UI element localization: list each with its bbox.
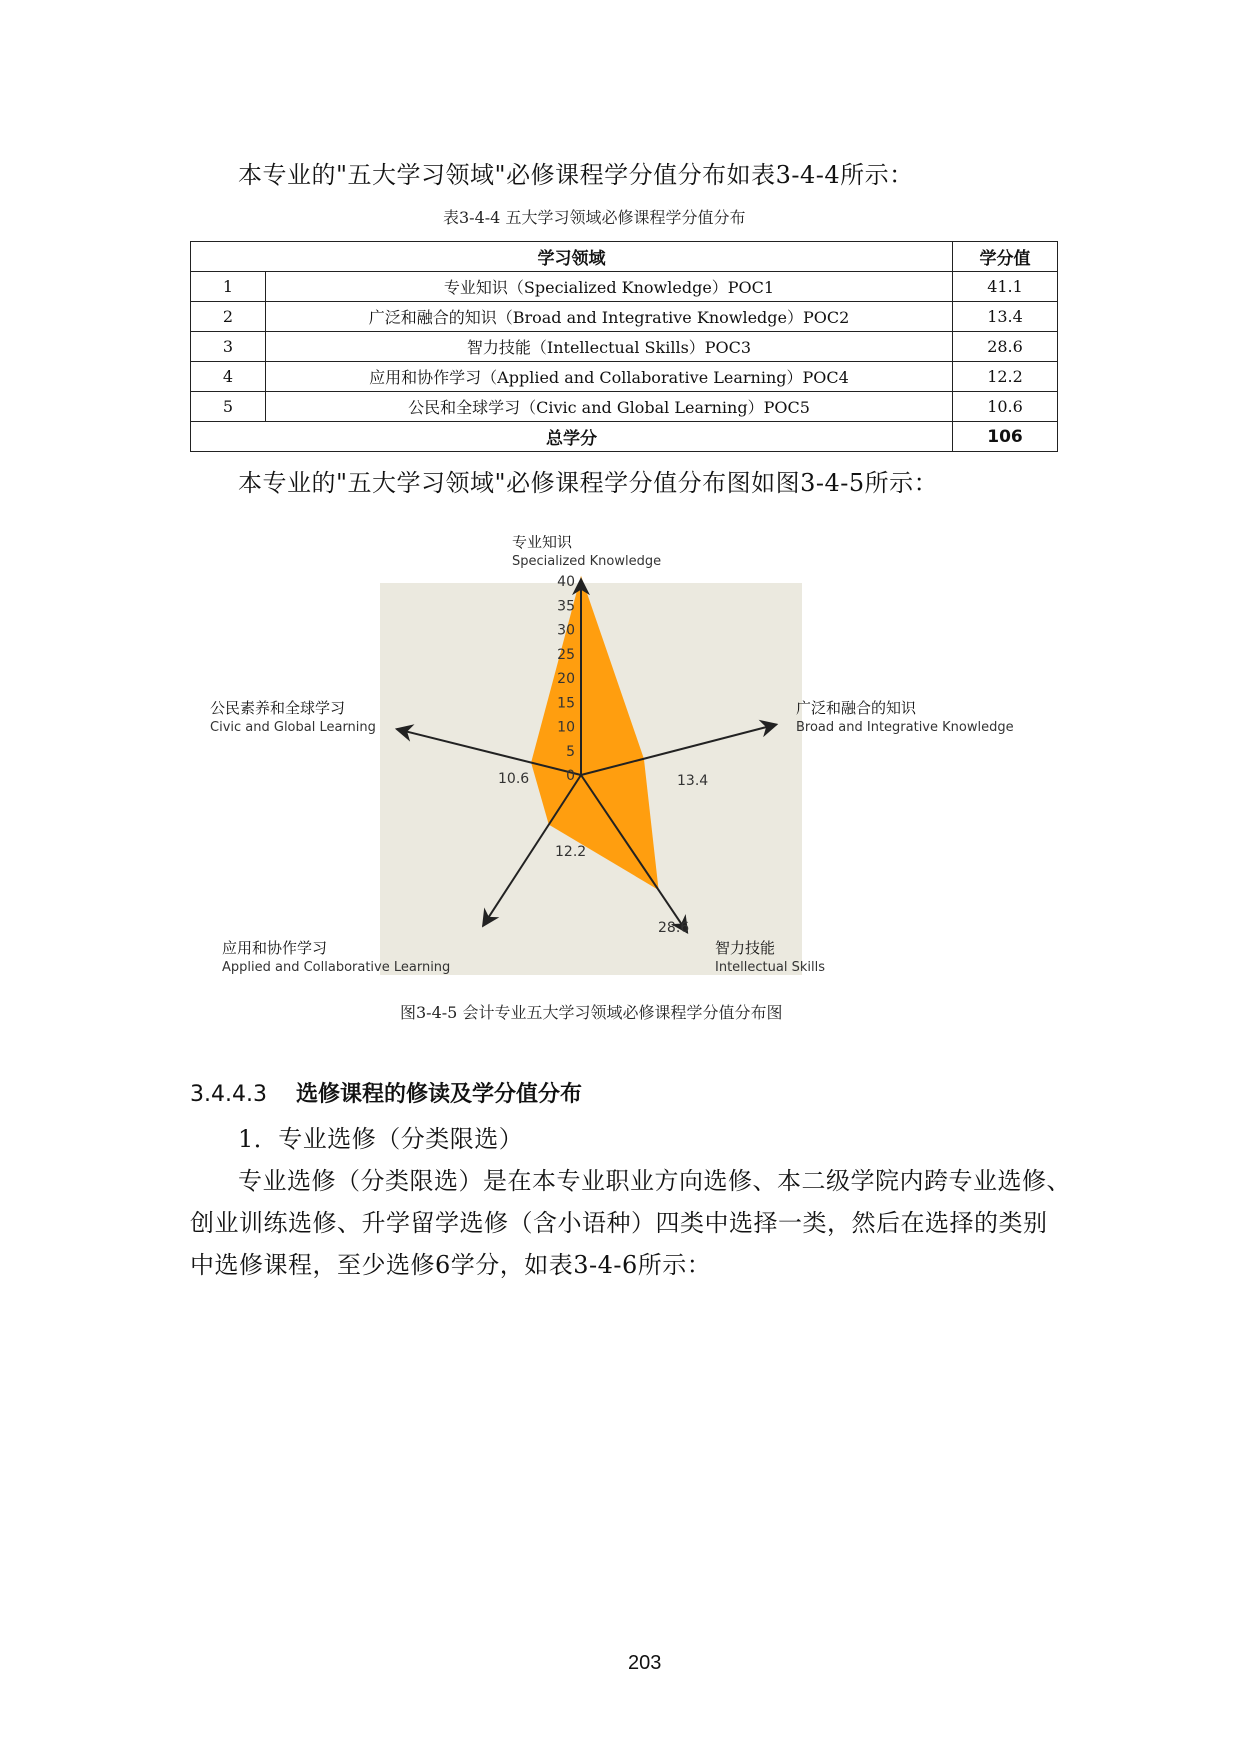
axis-title-zh: 智力技能 (715, 939, 776, 957)
axis-tick-label: 25 (557, 646, 575, 663)
axis-title-zh: 广泛和融合的知识 (796, 699, 917, 717)
body-line: 创业训练选修、升学留学选修（含小语种）四类中选择一类，然后在选择的类别 (190, 1209, 1048, 1237)
row-domain: 专业知识（Specialized Knowledge）POC1 (266, 272, 953, 302)
row-credit: 13.4 (953, 302, 1058, 332)
total-value: 106 (953, 422, 1058, 452)
row-number: 3 (191, 332, 266, 362)
row-number: 4 (191, 362, 266, 392)
axis-title-zh: 应用和协作学习 (222, 939, 328, 957)
table-row (191, 302, 1058, 332)
axis-title-zh: 专业知识 (512, 535, 573, 551)
axis-tick-label: 5 (566, 743, 575, 760)
radar-chart (190, 535, 1050, 980)
row-credit: 12.2 (953, 362, 1058, 392)
axis-tick-label: 15 (557, 695, 575, 712)
figure-caption: 图3-4-5 会计专业五大学习领域必修课程学分值分布图 (400, 1003, 783, 1022)
intro-table-paragraph: 本专业的"五大学习领域"必修课程学分值分布如表3-4-4所示： (238, 161, 914, 189)
credits-table (190, 241, 1058, 452)
subsection-heading: 1．专业选修（分类限选） (238, 1125, 524, 1153)
axis-tick-label: 20 (557, 671, 575, 687)
table-row (191, 392, 1058, 422)
section-heading (190, 1077, 582, 1108)
data-value-label: 12.2 (555, 844, 587, 860)
data-value-label: 10.6 (498, 771, 530, 787)
header-credit: 学分值 (953, 242, 1058, 272)
axis-title-zh: 公民素养和全球学习 (210, 699, 346, 717)
section-number: 3.4.4.3 (190, 1082, 267, 1107)
axis-tick-label: 35 (557, 598, 575, 615)
axis-title-en: Civic and Global Learning (210, 720, 376, 735)
table-caption: 表3-4-4 五大学习领域必修课程学分值分布 (443, 208, 746, 227)
axis-tick-label: 0 (566, 768, 575, 784)
row-number: 5 (191, 392, 266, 422)
intro-chart-paragraph: 本专业的"五大学习领域"必修课程学分值分布图如图3-4-5所示： (238, 469, 939, 497)
axis-title-en: Intellectual Skills (715, 960, 825, 975)
axis-title-en: Applied and Collaborative Learning (222, 960, 451, 975)
row-domain: 广泛和融合的知识（Broad and Integrative Knowledge）POC2 (266, 302, 953, 332)
axis-tick-label: 10 (557, 719, 575, 736)
axis-tick-label: 40 (557, 574, 575, 590)
total-label: 总学分 (191, 422, 953, 452)
table-row (191, 362, 1058, 392)
table-header-row (191, 242, 1058, 272)
row-credit: 10.6 (953, 392, 1058, 422)
data-value-label: 13.4 (677, 773, 709, 789)
section-title: 选修课程的修读及学分值分布 (295, 1082, 582, 1107)
axis-title-en: Broad and Integrative Knowledge (796, 720, 1014, 735)
row-domain: 公民和全球学习（Civic and Global Learning）POC5 (266, 392, 953, 422)
row-number: 2 (191, 302, 266, 332)
page-number: 203 (628, 1652, 662, 1674)
row-credit: 28.6 (953, 332, 1058, 362)
row-credit: 41.1 (953, 272, 1058, 302)
axis-tick-label: 30 (557, 622, 575, 639)
table-row (191, 332, 1058, 362)
header-domain: 学习领域 (191, 242, 953, 272)
row-number: 1 (191, 272, 266, 302)
table-total-row (191, 422, 1058, 452)
body-line: 中选修课程，至少选修6学分，如表3-4-6所示： (190, 1251, 712, 1279)
row-domain: 智力技能（Intellectual Skills）POC3 (266, 332, 953, 362)
table-row (191, 272, 1058, 302)
data-value-label: 28.6 (658, 920, 690, 936)
body-line: 专业选修（分类限选）是在本专业职业方向选修、本二级学院内跨专业选修、 (238, 1167, 1071, 1195)
row-domain: 应用和协作学习（Applied and Collaborative Learning）POC4 (266, 362, 953, 392)
axis-title-en: Specialized Knowledge (512, 554, 662, 569)
